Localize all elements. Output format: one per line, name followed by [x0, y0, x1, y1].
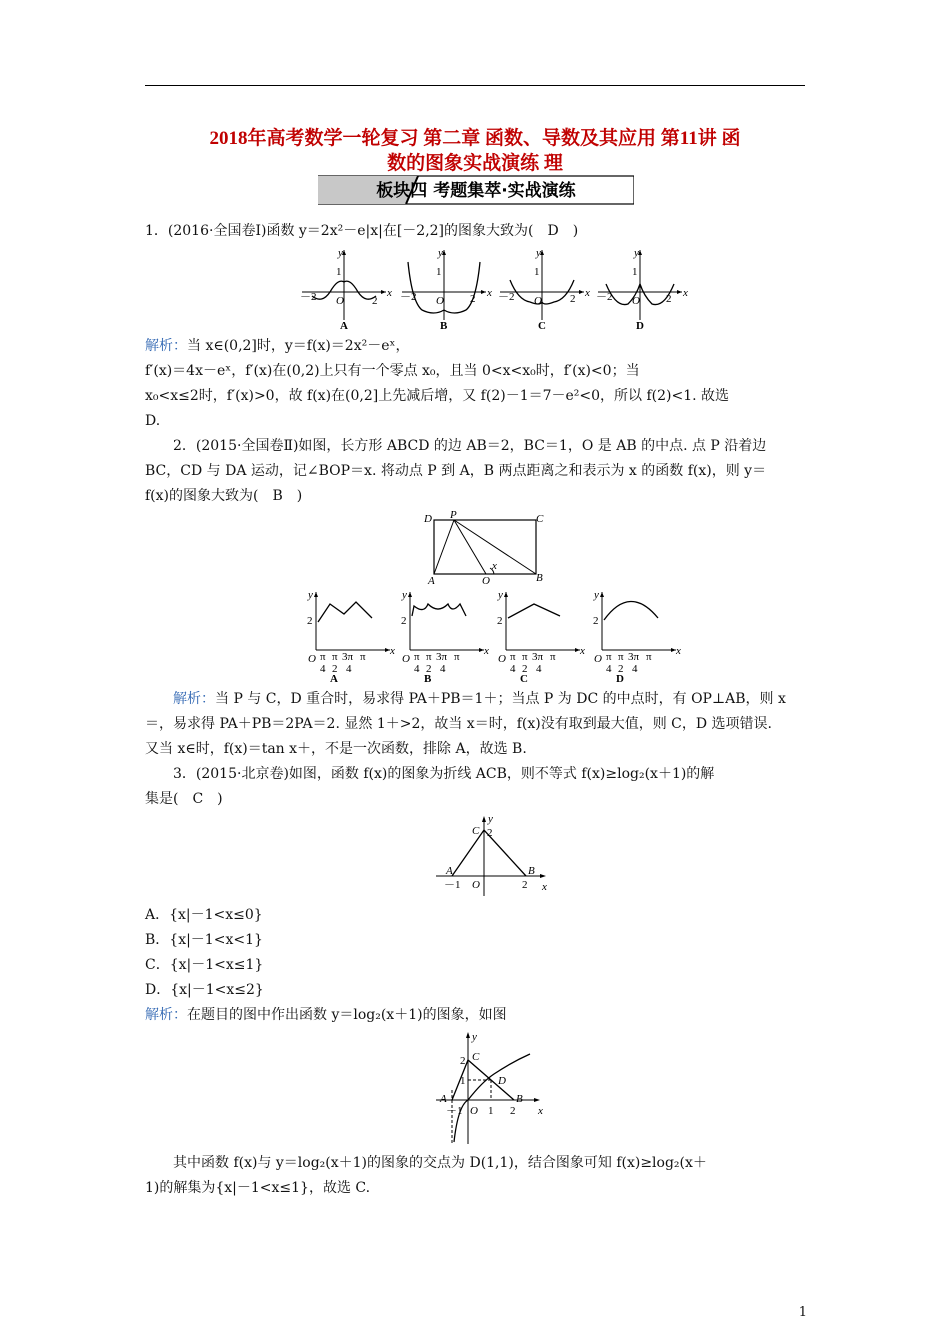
svg-text:4: 4 — [536, 663, 542, 675]
svg-text:3π: 3π — [436, 651, 448, 663]
svg-text:A: A — [428, 575, 435, 586]
svg-text:D: D — [616, 673, 624, 684]
svg-text:－2: －2 — [300, 291, 317, 303]
q2-stem-2: BC，CD 与 DA 运动，记∠BOP＝x. 将动点 P 到 A，B 两点距离之和表示为 x 的函数 f(x)，则 y＝ — [145, 463, 767, 479]
svg-text:π: π — [646, 651, 652, 663]
svg-text:x: x — [538, 1105, 543, 1117]
svg-text:y: y — [308, 589, 313, 601]
svg-text:2: 2 — [460, 1055, 466, 1067]
svg-text:A: A — [446, 865, 453, 877]
q3-conclusion-1: 其中函数 f(x)与 y＝log₂(x＋1)的图象的交点为 D(1,1)，结合图象可知 f(x)≥log₂(x＋ — [173, 1155, 707, 1171]
svg-text:A: A — [440, 1093, 447, 1105]
svg-text:2: 2 — [522, 663, 528, 675]
svg-text:2: 2 — [307, 615, 313, 627]
svg-text:O: O — [336, 295, 344, 307]
svg-text:π: π — [550, 651, 556, 663]
svg-text:B: B — [516, 1093, 523, 1105]
svg-text:π: π — [510, 651, 516, 663]
top-rule — [145, 85, 805, 86]
svg-text:x: x — [387, 287, 392, 299]
svg-text:B: B — [536, 572, 543, 584]
q3-figure-1 — [430, 812, 555, 898]
svg-text:O: O — [594, 653, 602, 665]
q3-conclusion-2: 1)的解集为{x|－1<x≤1}，故选 C. — [145, 1180, 371, 1196]
svg-text:x: x — [390, 645, 395, 657]
q2-graph-b — [401, 589, 489, 684]
svg-text:2: 2 — [570, 293, 576, 305]
svg-text:B: B — [440, 320, 448, 332]
q3-option-d: D．{x|－1<x≤2} — [145, 982, 264, 998]
analysis-label: 解析： — [145, 338, 187, 354]
svg-text:4: 4 — [606, 663, 612, 675]
svg-text:P: P — [450, 509, 457, 521]
q2-graph-c — [497, 589, 585, 684]
svg-text:1: 1 — [460, 1075, 466, 1087]
svg-text:2: 2 — [522, 879, 528, 891]
svg-text:x: x — [683, 287, 688, 299]
svg-text:－1: －1 — [446, 1105, 463, 1117]
svg-text:x: x — [487, 287, 492, 299]
svg-text:3π: 3π — [628, 651, 640, 663]
q2-analysis-1: 解析：当 P 与 C，D 重合时，易求得 PA＋PB＝1＋；当点 P 为 DC 的中点时，有 OP⊥AB，则 x — [173, 691, 786, 707]
svg-text:2: 2 — [487, 827, 493, 839]
q2-graph-options — [300, 588, 686, 684]
section-banner — [318, 174, 634, 206]
svg-text:2: 2 — [497, 615, 503, 627]
svg-text:A: A — [340, 320, 348, 332]
q2-stem-3: f(x)的图象大致为( B ) — [145, 488, 303, 504]
svg-text:y: y — [634, 247, 639, 259]
svg-text:2: 2 — [401, 615, 407, 627]
svg-text:O: O — [470, 1105, 478, 1117]
q3-analysis-1: 解析：在题目的图中作出函数 y＝log₂(x＋1)的图象，如图 — [145, 1007, 507, 1023]
q2-graph-a — [307, 589, 395, 684]
svg-text:3π: 3π — [532, 651, 544, 663]
svg-text:－2: －2 — [498, 291, 515, 303]
svg-text:4: 4 — [414, 663, 420, 675]
svg-text:π: π — [618, 651, 624, 663]
q1-graph-b — [400, 247, 492, 332]
q3-option-a: A．{x|－1<x≤0} — [145, 907, 263, 923]
svg-text:4: 4 — [346, 663, 352, 675]
svg-text:2: 2 — [470, 293, 476, 305]
svg-text:O: O — [632, 295, 640, 307]
q1-analysis-2: f′(x)＝4x－eˣ，f′(x)在(0,2)上只有一个零点 x₀，且当 0<x<x₀时，f′(x)<0；当 — [145, 363, 640, 379]
svg-text:2: 2 — [332, 663, 338, 675]
svg-text:π: π — [454, 651, 460, 663]
q2-analysis-2: ＝，易求得 PA＋PB＝2PA＝2. 显然 1＋>2，故当 x＝时，f(x)没有取到最大值，则 C，D 选项错误. — [145, 716, 772, 732]
q1-graph-a — [300, 247, 392, 332]
svg-text:4: 4 — [632, 663, 638, 675]
svg-text:C: C — [536, 513, 544, 525]
svg-text:π: π — [360, 651, 366, 663]
svg-text:B: B — [424, 673, 432, 684]
svg-text:D: D — [636, 320, 644, 332]
q3-figure-2 — [432, 1030, 552, 1146]
q3-stem-2: 集是( C ) — [145, 791, 223, 807]
svg-text:O: O — [472, 879, 480, 891]
svg-text:3π: 3π — [342, 651, 354, 663]
svg-text:O: O — [436, 295, 444, 307]
page-number: 1 — [798, 1305, 807, 1320]
svg-text:x: x — [585, 287, 590, 299]
q2-rectangle-figure — [420, 508, 550, 586]
svg-text:y: y — [488, 813, 493, 825]
svg-text:x: x — [492, 560, 497, 572]
svg-text:O: O — [402, 653, 410, 665]
svg-text:π: π — [414, 651, 420, 663]
svg-text:x: x — [484, 645, 489, 657]
analysis-label: 解析： — [173, 691, 215, 707]
banner-text: 板块四 考题集萃·实战演练 — [376, 181, 576, 201]
svg-text:2: 2 — [618, 663, 624, 675]
q2-stem-1: 2．(2015·全国卷Ⅱ)如图，长方形 ABCD 的边 AB＝2，BC＝1，O 是 AB 的中点. 点 P 沿着边 — [173, 438, 767, 454]
svg-text:A: A — [330, 673, 338, 684]
svg-text:4: 4 — [440, 663, 446, 675]
q1-analysis-4: D. — [145, 413, 161, 429]
svg-text:x: x — [580, 645, 585, 657]
q3-option-b: B．{x|－1<x<1} — [145, 932, 263, 948]
svg-text:x: x — [676, 645, 681, 657]
svg-text:C: C — [538, 320, 546, 332]
q1-graph-options — [298, 244, 690, 336]
q1-analysis-3: x₀<x≤2时，f′(x)>0，故 f(x)在(0,2]上先减后增，又 f(2)－1＝7－e²<0，所以 f(2)<1. 故选 — [145, 388, 730, 404]
svg-text:y: y — [536, 247, 541, 259]
svg-text:y: y — [402, 589, 407, 601]
svg-text:y: y — [338, 247, 343, 259]
title-line-1: 2018年高考数学一轮复习 第二章 函数、导数及其应用 第11讲 函 — [209, 128, 741, 149]
svg-text:1: 1 — [436, 266, 442, 278]
svg-text:2: 2 — [666, 293, 672, 305]
svg-text:－2: －2 — [400, 291, 417, 303]
q3-option-c: C．{x|－1<x≤1} — [145, 957, 264, 973]
title-line-2: 数的图象实战演练 理 — [387, 153, 563, 174]
svg-text:1: 1 — [488, 1105, 494, 1117]
svg-text:y: y — [472, 1031, 477, 1043]
q3-stem-1: 3．(2015·北京卷)如图，函数 f(x)的图象为折线 ACB，则不等式 f(x)≥log₂(x＋1)的解 — [173, 766, 715, 782]
q1-analysis-1: 解析：当 x∈(0,2]时，y＝f(x)＝2x²－eˣ， — [145, 338, 410, 354]
svg-text:1: 1 — [336, 266, 342, 278]
svg-text:O: O — [482, 575, 490, 586]
svg-text:y: y — [438, 247, 443, 259]
svg-text:2: 2 — [426, 663, 432, 675]
svg-text:O: O — [534, 295, 542, 307]
q1-graph-d — [596, 247, 688, 332]
svg-text:2: 2 — [593, 615, 599, 627]
svg-text:D: D — [498, 1075, 506, 1087]
svg-text:O: O — [498, 653, 506, 665]
q2-graph-d — [593, 589, 681, 684]
svg-text:O: O — [308, 653, 316, 665]
svg-text:B: B — [528, 865, 535, 877]
svg-text:4: 4 — [320, 663, 326, 675]
svg-text:D: D — [424, 513, 432, 525]
svg-text:y: y — [498, 589, 503, 601]
svg-text:－2: －2 — [596, 291, 613, 303]
svg-text:－1: －1 — [444, 879, 461, 891]
svg-text:C: C — [472, 1051, 480, 1063]
svg-text:C: C — [472, 825, 480, 837]
svg-text:1: 1 — [632, 266, 638, 278]
q1-graph-c — [498, 247, 590, 332]
svg-text:π: π — [320, 651, 326, 663]
svg-text:y: y — [594, 589, 599, 601]
q1-stem: 1．(2016·全国卷Ⅰ)函数 y＝2x²－e|x|在[－2,2]的图象大致为( D ) — [145, 223, 579, 239]
q2-analysis-3: 又当 x∈时，f(x)＝tan x＋，不是一次函数，排除 A，故选 B. — [145, 741, 527, 757]
svg-text:π: π — [332, 651, 338, 663]
analysis-label: 解析： — [145, 1007, 187, 1023]
svg-text:π: π — [522, 651, 528, 663]
svg-text:π: π — [606, 651, 612, 663]
svg-text:2: 2 — [510, 1105, 516, 1117]
svg-text:1: 1 — [534, 266, 540, 278]
svg-text:2: 2 — [372, 295, 378, 307]
svg-text:C: C — [520, 673, 528, 684]
svg-text:π: π — [426, 651, 432, 663]
svg-text:4: 4 — [510, 663, 516, 675]
svg-text:x: x — [542, 881, 547, 893]
